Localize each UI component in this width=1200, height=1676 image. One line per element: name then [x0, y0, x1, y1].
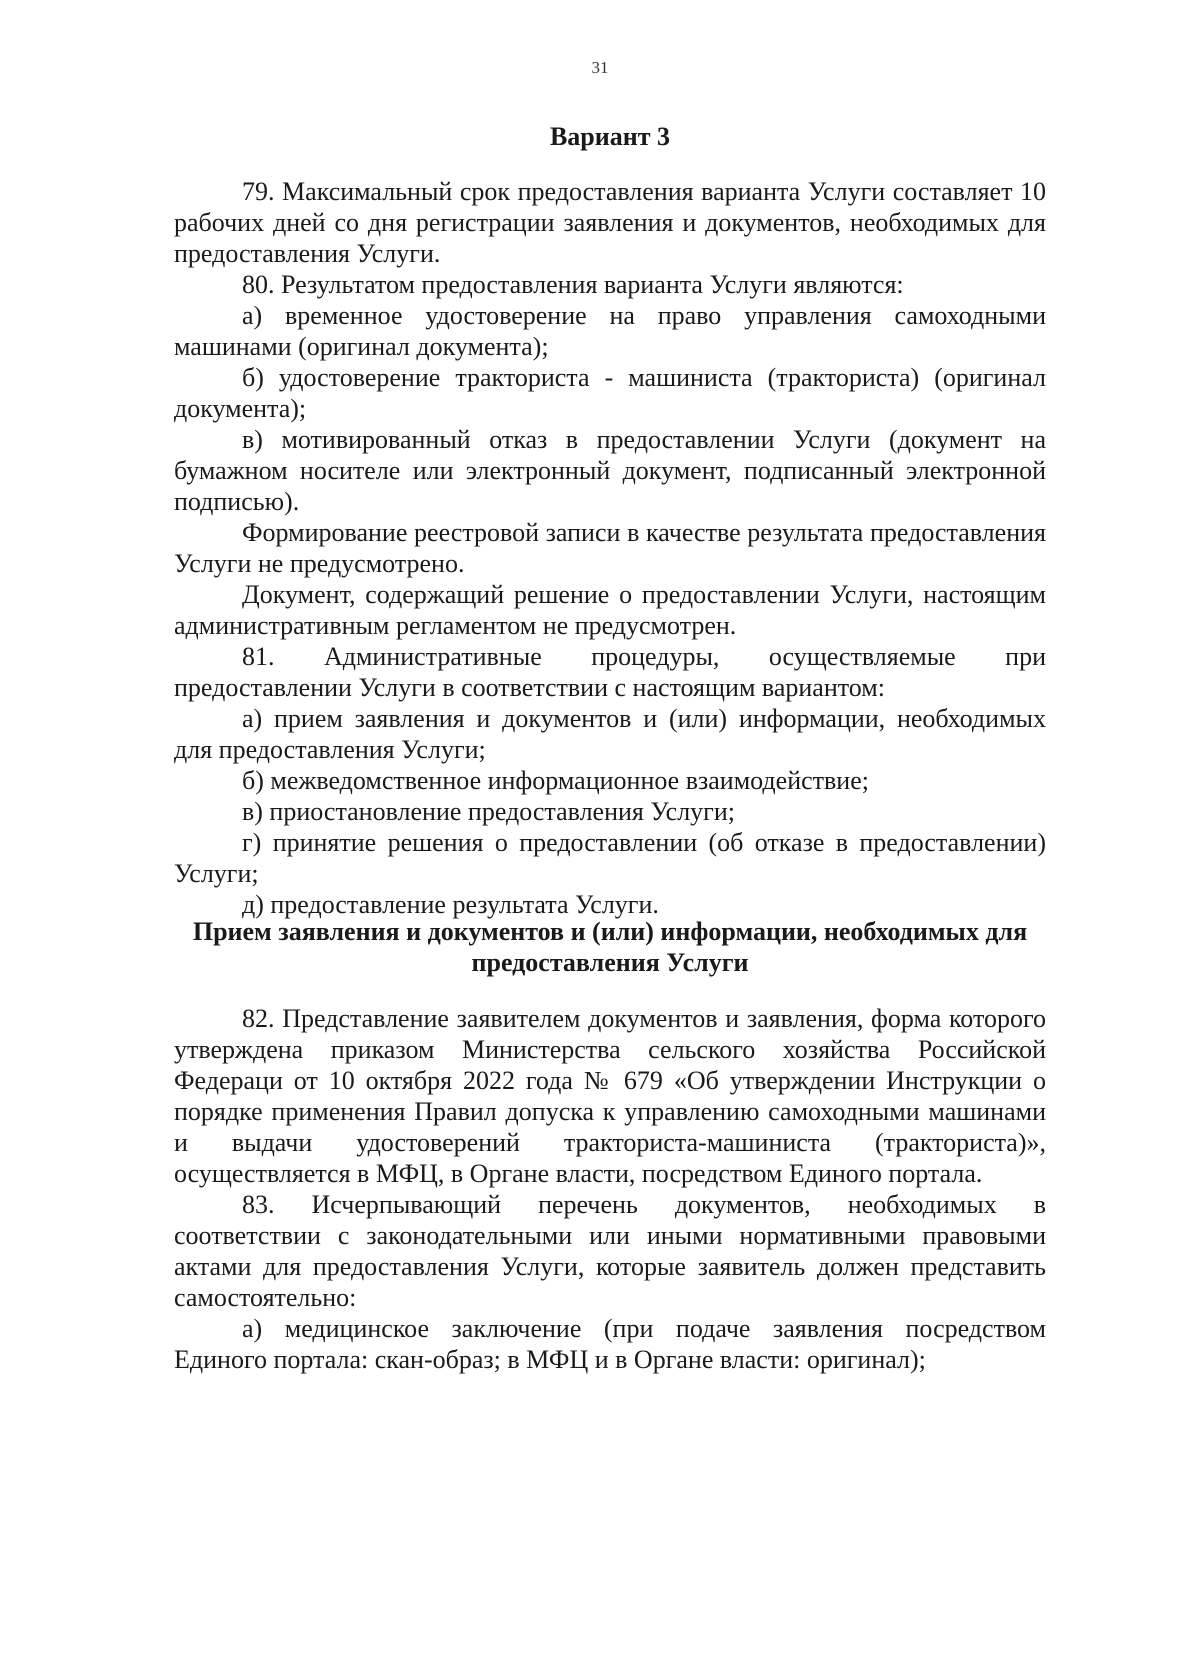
paragraph-decision-document: Документ, содержащий решение о предоставлении Услуги, настоящим административным регламентом не предусмотрен.: [174, 580, 1046, 640]
paragraph-81-g: г) принятие решения о предоставлении (об отказе в предоставлении) Услуги;: [174, 828, 1046, 888]
page-number: 31: [591, 58, 609, 77]
section-heading: Прием заявления и документов и (или) информации, необходимых для предоставления Услуги: [192, 917, 1028, 977]
paragraph-82: 82. Представление заявителем документов и заявления, форма которого утверждена приказом Министерства сельского хозяйства Российской Федераци от 10 октября 2022 года № 679 «Об утверждении Инструкции о порядке применения Правил допуска к управлению самоходными машинами и выдачи удостоверений тракториста-машиниста (тракториста)», осуществляется в МФЦ, в Органе власти, посредством Единого портала.: [174, 1004, 1046, 1188]
paragraph-81: 81. Административные процедуры, осуществляемые при предоставлении Услуги в соответствии с настоящим вариантом:: [174, 642, 1046, 702]
paragraph-83-a: а) медицинское заключение (при подаче заявления посредством Единого портала: скан-образ; в МФЦ и в Органе власти: оригинал);: [174, 1314, 1046, 1374]
paragraph-83: 83. Исчерпывающий перечень документов, необходимых в соответствии с законодательными или иными нормативными правовыми актами для предоставления Услуги, которые заявитель должен представить самостоятельно:: [174, 1190, 1046, 1312]
paragraph-81-b: б) межведомственное информационное взаимодействие;: [242, 766, 869, 795]
text-block-2: [174, 1003, 1046, 1375]
paragraph-81-a: а) прием заявления и документов и (или) информации, необходимых для предоставления Услуги;: [174, 704, 1046, 764]
paragraph-80-v: в) мотивированный отказ в предоставлении Услуги (документ на бумажном носителе или электронный документ, подписанный электронной подписью).: [174, 425, 1046, 516]
variant-heading: Вариант 3: [549, 122, 671, 151]
paragraph-81-v: в) приостановление предоставления Услуги;: [242, 797, 735, 826]
paragraph-80-b: б) удостоверение тракториста - машиниста (тракториста) (оригинал документа);: [174, 363, 1046, 423]
paragraph-80-a: а) временное удостоверение на право управления самоходными машинами (оригинал документа);: [174, 301, 1046, 361]
paragraph-79: 79. Максимальный срок предоставления варианта Услуги составляет 10 рабочих дней со дня регистрации заявления и документов, необходимых для предоставления Услуги.: [174, 177, 1046, 268]
text-block-1: [174, 176, 1046, 920]
paragraph-80: 80. Результатом предоставления варианта Услуги являются:: [242, 270, 904, 299]
paragraph-registry-record: Формирование реестровой записи в качестве результата предоставления Услуги не предусмотрено.: [174, 518, 1046, 578]
paragraph-81-d: д) предоставление результата Услуги.: [242, 890, 659, 919]
